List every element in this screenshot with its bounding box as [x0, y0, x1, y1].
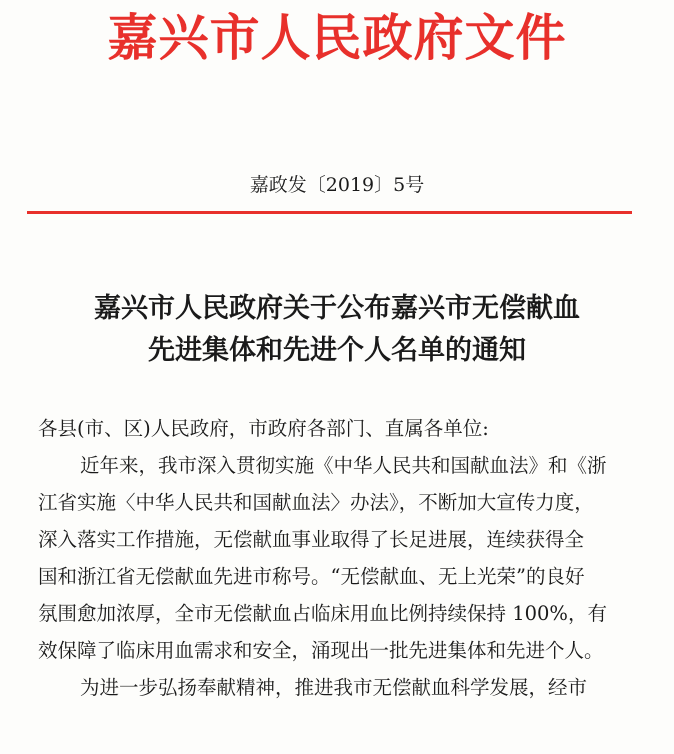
body-line: 氛围愈加浓厚，全市无偿献血占临床用血比例持续保持 100%，有 — [38, 602, 607, 625]
notice-body — [38, 410, 638, 706]
body-line: 深入落实工作措施，无偿献血事业取得了长足进展，连续获得全 — [38, 528, 585, 551]
notice-title-line-1: 嘉兴市人民政府关于公布嘉兴市无偿献血 — [94, 293, 580, 324]
body-line: 为进一步弘扬奉献精神，推进我市无偿献血科学发展，经市 — [80, 676, 588, 699]
red-divider-line — [27, 211, 632, 214]
body-line: 江省实施〈中华人民共和国献血法〉办法》，不断加大宣传力度， — [38, 491, 594, 514]
document-number: 嘉政发〔2019〕5号 — [249, 174, 425, 196]
notice-title-line-2: 先进集体和先进个人名单的通知 — [148, 335, 526, 366]
body-line: 效保障了临床用血需求和安全，涌现出一批先进集体和先进个人。 — [38, 639, 604, 662]
notice-title — [0, 288, 674, 372]
body-line: 近年来，我市深入贯彻实施《中华人民共和国献血法》和《浙 — [80, 454, 607, 477]
salutation-line: 各县(市、区)人民政府，市政府各部门、直属各单位: — [38, 417, 489, 440]
document-masthead: 嘉兴市人民政府文件 — [107, 9, 567, 67]
body-line: 国和浙江省无偿献血先进市称号。“无偿献血、无上光荣”的良好 — [38, 565, 585, 588]
